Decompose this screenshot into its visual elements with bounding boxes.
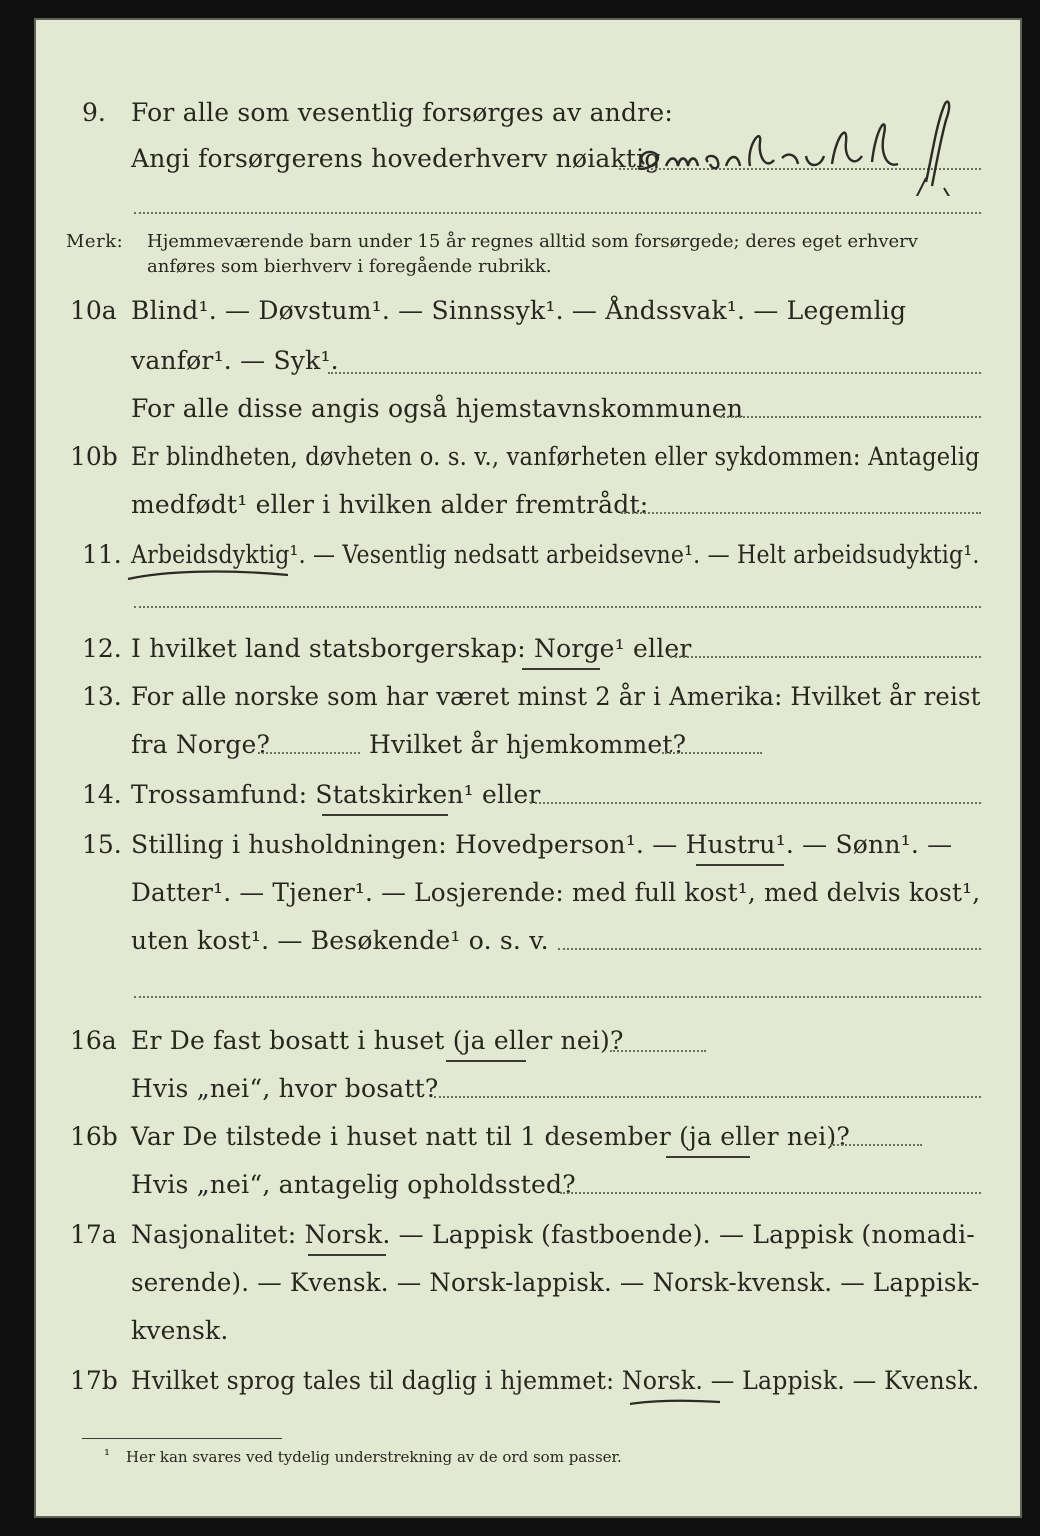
q16b-ja-underline [666,1156,750,1158]
q9-line1: For alle som vesentlig forsørges av andre: [131,98,673,127]
q12-norge-underline [522,668,600,670]
q16a-ja-underline [446,1060,526,1062]
q10b-number: 10b [70,442,118,471]
q17a-line1: Nasjonalitet: Norsk. — Lappisk (fastboende). — Lappisk (nomadi- [131,1220,975,1249]
q13-line1: For alle norske som har været minst 2 år i Amerika: Hvilket år reist [131,682,981,711]
q10b-line1: Er blindheten, døvheten o. s. v., vanførheten eller sykdommen: Antagelig [131,442,980,471]
q9-number: 9. [82,98,106,127]
q17b-norsk-underline [626,1396,726,1410]
footnote-rule [82,1438,282,1439]
q9-line2: Angi forsørgerens hovederhverv nøiaktig [131,144,661,173]
q16a-bosatt-line [434,1096,981,1098]
q10a-line3: For alle disse angis også hjemstavnskommunen [131,394,744,423]
q14-number: 14. [82,780,122,809]
q15-answer-line [558,948,981,950]
q17a-line2: serende). — Kvensk. — Norsk-lappisk. — Norsk-kvensk. — Lappisk- [131,1268,980,1297]
q11-extra-line [134,606,981,608]
q13-number: 13. [82,682,122,711]
footnote-text: Her kan svares ved tydelig understrekning av de ord som passer. [126,1448,622,1466]
q12-line1: I hvilket land statsborgerskap: Norge¹ eller [131,634,692,663]
q16a-line1: Er De fast bosatt i huset (ja eller nei)? [131,1026,624,1055]
q16b-opholdssted-line [560,1192,981,1194]
q10b-line2: medfødt¹ eller i hvilken alder fremtrådt: [131,490,649,519]
q16a-answer-line [610,1050,706,1052]
q17b-number: 17b [70,1366,118,1395]
q16b-line1: Var De tilstede i huset natt til 1 desember (ja eller nei)? [131,1122,850,1151]
q17a-line3: kvensk. [131,1316,229,1345]
q16b-line2: Hvis „nei“, antagelig opholdssted? [131,1170,576,1199]
q14-statskirken-underline [322,814,448,816]
q15-line3: uten kost¹. — Besøkende¹ o. s. v. [131,926,549,955]
census-form-page [34,18,1022,1518]
q16b-answer-line [830,1144,922,1146]
q10a-answer-line [328,372,981,374]
q16a-line2: Hvis „nei“, hvor bosatt? [131,1074,439,1103]
q9-handwritten-answer [626,86,986,196]
q13-hjemkommet-line [662,752,762,754]
q13-line2a: fra Norge? [131,730,271,759]
q10b-answer-line [621,512,981,514]
q12-number: 12. [82,634,122,663]
footnote-mark: ¹ [104,1446,111,1464]
q10a-kommune-line [720,416,981,418]
q17b-line1: Hvilket sprog tales til daglig i hjemmet: Norsk. — Lappisk. — Kvensk. [131,1366,980,1395]
q16b-number: 16b [70,1122,118,1151]
q15-hustru-underline [696,864,784,866]
q10a-line1: Blind¹. — Døvstum¹. — Sinnssyk¹. — Åndssvak¹. — Legemlig [131,296,907,325]
q11-line1: Arbeidsdyktig¹. — Vesentlig nedsatt arbeidsevne¹. — Helt arbeidsudyktig¹. [131,540,980,569]
q13-reist-line [258,752,360,754]
q13-line2b: Hvilket år hjemkommet? [369,730,687,759]
q17a-number: 17a [70,1220,117,1249]
q10a-number: 10a [70,296,117,325]
q11-number: 11. [82,540,122,569]
q15-line2: Datter¹. — Tjener¹. — Losjerende: med full kost¹, med delvis kost¹, [131,878,981,907]
q10a-line2: vanfør¹. — Syk¹. [131,346,339,375]
q15-line1: Stilling i husholdningen: Hovedperson¹. — Hustru¹. — Sønn¹. — [131,830,953,859]
q12-answer-line [670,656,981,658]
q14-line1: Trossamfund: Statskirken¹ eller [131,780,541,809]
q11-underline-mark [124,565,294,585]
merk-line2: anføres som bierhverv i foregående rubrikk. [147,256,552,277]
merk-label: Merk: [66,231,124,252]
q17a-norsk-underline [308,1254,386,1256]
q15-extra-line [134,996,981,998]
q15-number: 15. [82,830,122,859]
q9-extra-line [134,212,981,214]
merk-line1: Hjemmeværende barn under 15 år regnes alltid som forsørgede; deres eget erhverv [147,231,918,252]
q16a-number: 16a [70,1026,117,1055]
q14-answer-line [530,802,981,804]
